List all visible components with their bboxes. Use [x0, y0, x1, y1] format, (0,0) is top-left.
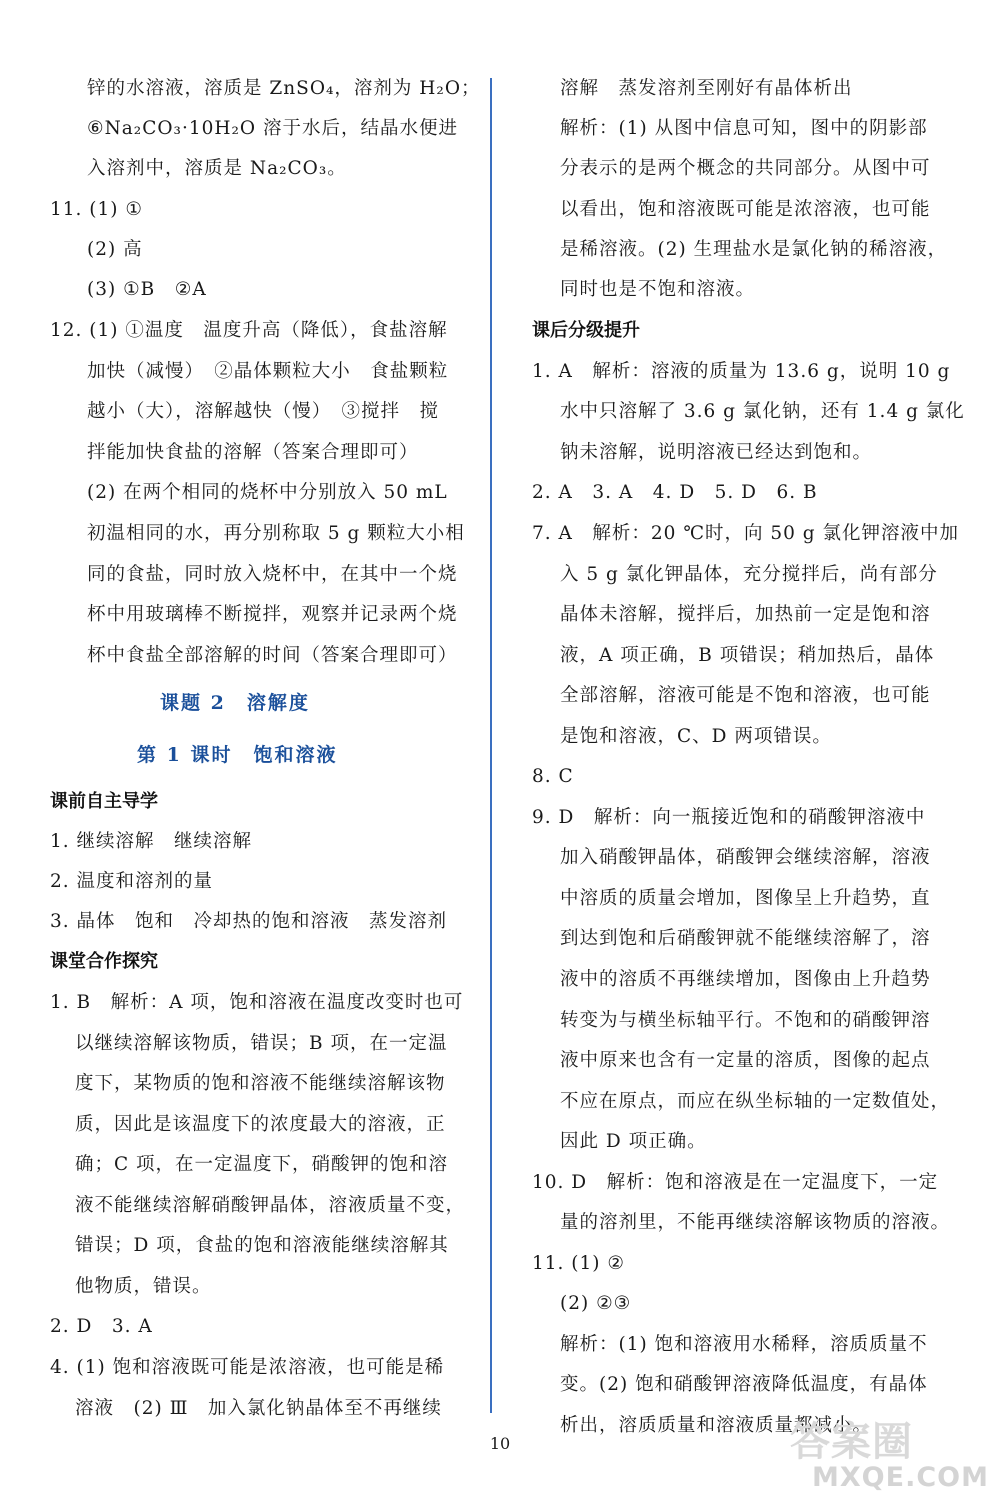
- text-line: 11. (1) ①: [50, 199, 143, 220]
- text-line: 11. (1) ②: [532, 1253, 625, 1274]
- text-line: (2) ②③: [560, 1293, 632, 1314]
- text-line: 是稀溶液。(2) 生理盐水是氯化钠的稀溶液，: [560, 239, 948, 260]
- text-line: 以看出，饱和溶液既可能是浓溶液，也可能: [560, 199, 931, 220]
- text-line: 晶体未溶解，搅拌后，加热前一定是饱和溶: [560, 604, 931, 625]
- text-line: 越小（大），溶解越快（慢） ③搅拌 搅: [87, 401, 440, 422]
- text-line: 杯中食盐全部溶解的时间（答案合理即可）: [87, 645, 458, 666]
- text-line: 1. 继续溶解 继续溶解: [50, 831, 253, 852]
- text-line: 4. (1) 饱和溶液既可能是浓溶液，也可能是稀: [50, 1357, 445, 1378]
- text-line: 中溶质的质量会增加，图像呈上升趋势，直: [560, 888, 931, 909]
- text-line: 2. A 3. A 4. D 5. D 6. B: [532, 482, 818, 503]
- text-line: 确；C 项，在一定温度下，硝酸钾的饱和溶: [75, 1154, 449, 1175]
- text-line: ⑥Na₂CO₃·10H₂O 溶于水后，结晶水便进: [87, 118, 458, 139]
- text-line: 全部溶解，溶液可能是不饱和溶液，也可能: [560, 685, 931, 706]
- topic-title: 课题 2 溶解度: [160, 692, 310, 714]
- section-heading: 课后分级提升: [532, 320, 640, 341]
- text-line: 3. 晶体 饱和 冷却热的饱和溶液 蒸发溶剂: [50, 911, 448, 932]
- text-line: 7. A 解析：20 ℃时，向 50 g 氯化钾溶液中加: [532, 523, 960, 544]
- text-line: 因此 D 项正确。: [560, 1131, 707, 1152]
- page-number: 10: [489, 1434, 511, 1453]
- column-divider: [490, 78, 492, 1413]
- text-line: 1. A 解析：溶液的质量为 13.6 g，说明 10 g: [532, 361, 951, 382]
- text-line: 加入硝酸钾晶体，硝酸钾会继续溶解，溶液: [560, 847, 931, 868]
- text-line: 到达到饱和后硝酸钾就不能继续溶解了，溶: [560, 928, 931, 949]
- text-line: 量的溶剂里，不能再继续溶解该物质的溶液。: [560, 1212, 951, 1233]
- text-line: 初温相同的水，再分别称取 5 g 颗粒大小相: [87, 523, 465, 544]
- text-line: 质，因此是该温度下的浓度最大的溶液，正: [75, 1114, 446, 1135]
- text-line: 同时也是不饱和溶液。: [560, 279, 756, 300]
- text-line: 1. B 解析：A 项，饱和溶液在温度改变时也可: [50, 992, 464, 1013]
- text-line: 变。(2) 饱和硝酸钾溶液降低温度，有晶体: [560, 1374, 928, 1395]
- text-line: 入溶剂中，溶质是 Na₂CO₃。: [87, 158, 347, 179]
- watermark-logo-text: 答案圈: [790, 1419, 913, 1465]
- watermark: [790, 1410, 995, 1500]
- text-line: 度下，某物质的饱和溶液不能继续溶解该物: [75, 1073, 446, 1094]
- text-line: 液不能继续溶解硝酸钾晶体，溶液质量不变，: [75, 1195, 466, 1216]
- text-line: 同的食盐，同时放入烧杯中，在其中一个烧: [87, 564, 458, 585]
- text-line: (3) ①B ②A: [87, 279, 207, 300]
- text-line: 是饱和溶液，C、D 两项错误。: [560, 726, 832, 747]
- text-line: 拌能加快食盐的溶解（答案合理即可）: [87, 442, 419, 463]
- text-line: 以继续溶解该物质，错误；B 项，在一定温: [75, 1033, 448, 1054]
- text-line: 入 5 g 氯化钾晶体，充分搅拌后，尚有部分: [560, 564, 938, 585]
- text-line: 溶解 蒸发溶剂至刚好有晶体析出: [560, 78, 853, 99]
- text-line: 12. (1) ①温度 温度升高（降低），食盐溶解: [50, 320, 448, 341]
- text-line: 析出，溶质质量和溶液质量都减小。: [560, 1415, 873, 1436]
- text-line: (2) 高: [87, 239, 143, 260]
- text-line: 解析：(1) 饱和溶液用水稀释，溶质质量不: [560, 1334, 928, 1355]
- lesson-title: 第 1 课时 饱和溶液: [137, 744, 338, 766]
- section-heading: 课堂合作探究: [50, 951, 158, 972]
- text-line: 解析：(1) 从图中信息可知，图中的阴影部: [560, 118, 928, 139]
- text-line: 加快（减慢） ②晶体颗粒大小 食盐颗粒: [87, 361, 449, 382]
- text-line: 水中只溶解了 3.6 g 氯化钠，还有 1.4 g 氯化: [560, 401, 965, 422]
- text-line: 8. C: [532, 766, 574, 787]
- text-line: 2. 温度和溶剂的量: [50, 871, 214, 892]
- text-line: 错误；D 项，食盐的饱和溶液能继续溶解其: [75, 1235, 449, 1256]
- text-line: 锌的水溶液，溶质是 ZnSO₄，溶剂为 H₂O；: [87, 78, 481, 99]
- text-line: 液中的溶质不再继续增加，图像由上升趋势: [560, 969, 931, 990]
- text-line: 9. D 解析：向一瓶接近饱和的硝酸钾溶液中: [532, 807, 926, 828]
- text-line: 转变为与横坐标轴平行。不饱和的硝酸钾溶: [560, 1010, 931, 1031]
- text-line: 10. D 解析：饱和溶液是在一定温度下，一定: [532, 1172, 939, 1193]
- watermark-url: MXQE.COM: [812, 1462, 989, 1493]
- text-line: 液中原来也含有一定量的溶质，图像的起点: [560, 1050, 931, 1071]
- text-line: 他物质，错误。: [75, 1276, 212, 1297]
- text-line: 2. D 3. A: [50, 1316, 153, 1337]
- text-line: 杯中用玻璃棒不断搅拌，观察并记录两个烧: [87, 604, 458, 625]
- text-line: 液，A 项正确，B 项错误；稍加热后，晶体: [560, 645, 935, 666]
- text-line: (2) 在两个相同的烧杯中分别放入 50 mL: [87, 482, 448, 503]
- text-line: 不应在原点，而应在纵坐标轴的一定数值处，: [560, 1091, 951, 1112]
- text-line: 溶液 (2) Ⅲ 加入氯化钠晶体至不再继续: [75, 1398, 442, 1419]
- section-heading: 课前自主导学: [50, 791, 158, 812]
- text-line: 钠未溶解，说明溶液已经达到饱和。: [560, 442, 873, 463]
- text-line: 分表示的是两个概念的共同部分。从图中可: [560, 158, 931, 179]
